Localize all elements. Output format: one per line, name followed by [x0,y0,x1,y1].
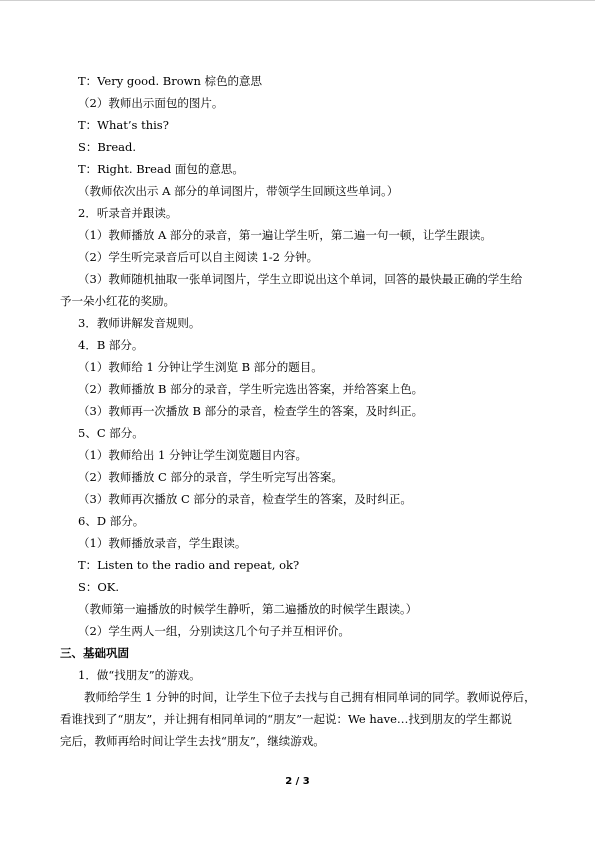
text-line: （2）教师播放 B 部分的录音，学生听完选出答案，并给答案上色。 [78,382,424,396]
page-top-border [0,0,595,1]
text-line: （3）教师随机抽取一张单词图片，学生立即说出这个单词，回答的最快最正确的学生给 [78,272,523,286]
text-line: （3）教师再次播放 C 部分的录音，检查学生的答案，及时纠正。 [78,492,412,506]
document-body [60,70,548,752]
text-line: 6、D 部分。 [78,514,145,528]
text-line: T：Right. Bread 面包的意思。 [78,162,244,176]
text-line: 4．B 部分。 [78,338,144,352]
text-line: 予一朵小红花的奖励。 [60,294,175,308]
text-line: （教师第一遍播放的时候学生静听，第二遍播放的时候学生跟读。） [78,602,418,616]
text-line: （2）教师播放 C 部分的录音，学生听完写出答案。 [78,470,343,484]
text-line: T：Listen to the radio and repeat, ok? [78,558,300,572]
text-line: （2）教师出示面包的图片。 [78,96,224,110]
text-line: （1）教师播放 A 部分的录音，第一遍让学生听，第二遍一句一顿，让学生跟读。 [78,228,492,242]
text-line: 看谁找到了“朋友”，并让拥有相同单词的“朋友”一起说：We have…找到朋友的学生都说 [60,712,512,726]
text-line: （2）学生听完录音后可以自主阅读 1-2 分钟。 [78,250,319,264]
text-line: T：What’s this? [78,118,169,132]
text-line: 1．做“找朋友”的游戏。 [78,668,201,682]
text-line: （1）教师给出 1 分钟让学生浏览题目内容。 [78,448,307,462]
text-line: T：Very good. Brown 棕色的意思 [78,74,263,88]
section-heading: 三、基础巩固 [60,646,129,660]
text-line: 5、C 部分。 [78,426,144,440]
page-number: 2 / 3 [285,776,310,787]
text-line: 3．教师讲解发音规则。 [78,316,201,330]
text-line: 完后，教师再给时间让学生去找“朋友”，继续游戏。 [60,734,325,748]
text-line: 教师给学生 1 分钟的时间，让学生下位子去找与自己拥有相同单词的同学。教师说停后， [84,690,536,704]
text-line: （3）教师再一次播放 B 部分的录音，检查学生的答案，及时纠正。 [78,404,424,418]
text-line: 2．听录音并跟读。 [78,206,178,220]
text-line: S：OK. [78,580,120,594]
text-line: （教师依次出示 A 部分的单词图片，带领学生回顾这些单词。） [78,184,399,198]
text-line: （2）学生两人一组，分别读这几个句子并互相评价。 [78,624,350,638]
text-line: （1）教师播放录音，学生跟读。 [78,536,247,550]
text-line: （1）教师给 1 分钟让学生浏览 B 部分的题目。 [78,360,323,374]
text-line: S：Bread. [78,140,137,154]
